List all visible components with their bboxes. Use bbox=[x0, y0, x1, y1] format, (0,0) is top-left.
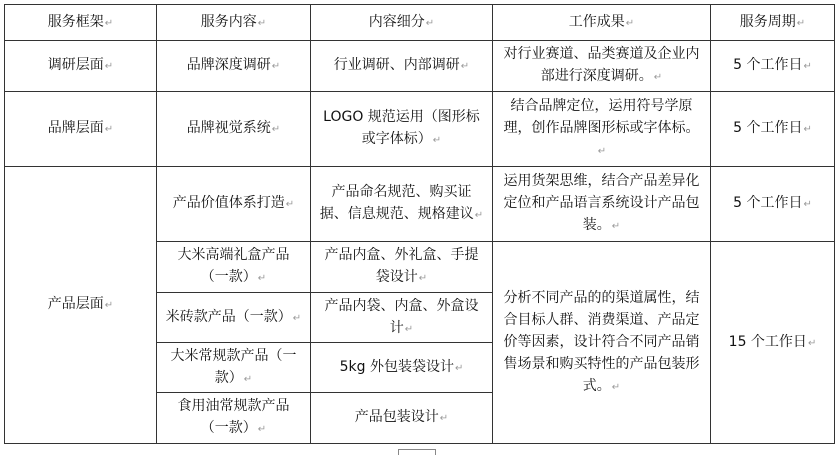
cell-detail: LOGO 规范运用（图形标或字体标）↵ bbox=[311, 92, 493, 167]
cell-content: 食用油常规款产品（一款）↵ bbox=[157, 393, 311, 444]
cell-content: 米砖款产品（一款）↵ bbox=[157, 293, 311, 343]
cell-period: 5 个工作日↵ bbox=[711, 167, 835, 242]
header-service-content: 服务内容↵ bbox=[157, 5, 311, 41]
cell-result: 结合品牌定位，运用符号学原理，创作品牌图形标或字体标。↵ bbox=[493, 92, 711, 167]
cell-shared-period: 15 个工作日↵ bbox=[711, 242, 835, 444]
cell-content: 产品价值体系打造↵ bbox=[157, 167, 311, 242]
cell-period: 5 个工作日↵ bbox=[711, 92, 835, 167]
table-row-brand bbox=[5, 92, 835, 167]
table-resize-handle[interactable] bbox=[398, 449, 436, 455]
table-row-research bbox=[5, 41, 835, 92]
cell-detail: 行业调研、内部调研↵ bbox=[311, 41, 493, 92]
cell-framework-product: 产品层面↵ bbox=[5, 167, 157, 444]
cell-content: 大米常规款产品（一款）↵ bbox=[157, 343, 311, 393]
header-service-period: 服务周期↵ bbox=[711, 5, 835, 41]
header-content-detail: 内容细分↵ bbox=[311, 5, 493, 41]
cell-detail: 产品命名规范、购买证据、信息规范、规格建议↵ bbox=[311, 167, 493, 242]
cell-content: 大米高端礼盒产品（一款）↵ bbox=[157, 242, 311, 293]
cell-period: 5 个工作日↵ bbox=[711, 41, 835, 92]
header-service-framework: 服务框架↵ bbox=[5, 5, 157, 41]
cell-content: 品牌视觉系统↵ bbox=[157, 92, 311, 167]
cell-result: 对行业赛道、品类赛道及企业内部进行深度调研。↵ bbox=[493, 41, 711, 92]
cell-content: 品牌深度调研↵ bbox=[157, 41, 311, 92]
cell-result: 运用货架思维，结合产品差异化定位和产品语言系统设计产品包装。↵ bbox=[493, 167, 711, 242]
cell-detail: 产品内盒、外礼盒、手提袋设计↵ bbox=[311, 242, 493, 293]
cell-detail: 产品包装设计↵ bbox=[311, 393, 493, 444]
cell-shared-result: 分析不同产品的的渠道属性，结合目标人群、消费渠道、产品定价等因素，设计符合不同产品销售场景和购买特性的产品包装形式。↵ bbox=[493, 242, 711, 444]
cell-framework: 品牌层面↵ bbox=[5, 92, 157, 167]
table-row-product-value bbox=[5, 167, 835, 242]
header-work-result: 工作成果↵ bbox=[493, 5, 711, 41]
table-header-row bbox=[5, 5, 835, 41]
cell-framework: 调研层面↵ bbox=[5, 41, 157, 92]
service-table bbox=[4, 4, 835, 444]
cell-detail: 产品内袋、内盒、外盒设计↵ bbox=[311, 293, 493, 343]
cell-detail: 5kg 外包装袋设计↵ bbox=[311, 343, 493, 393]
